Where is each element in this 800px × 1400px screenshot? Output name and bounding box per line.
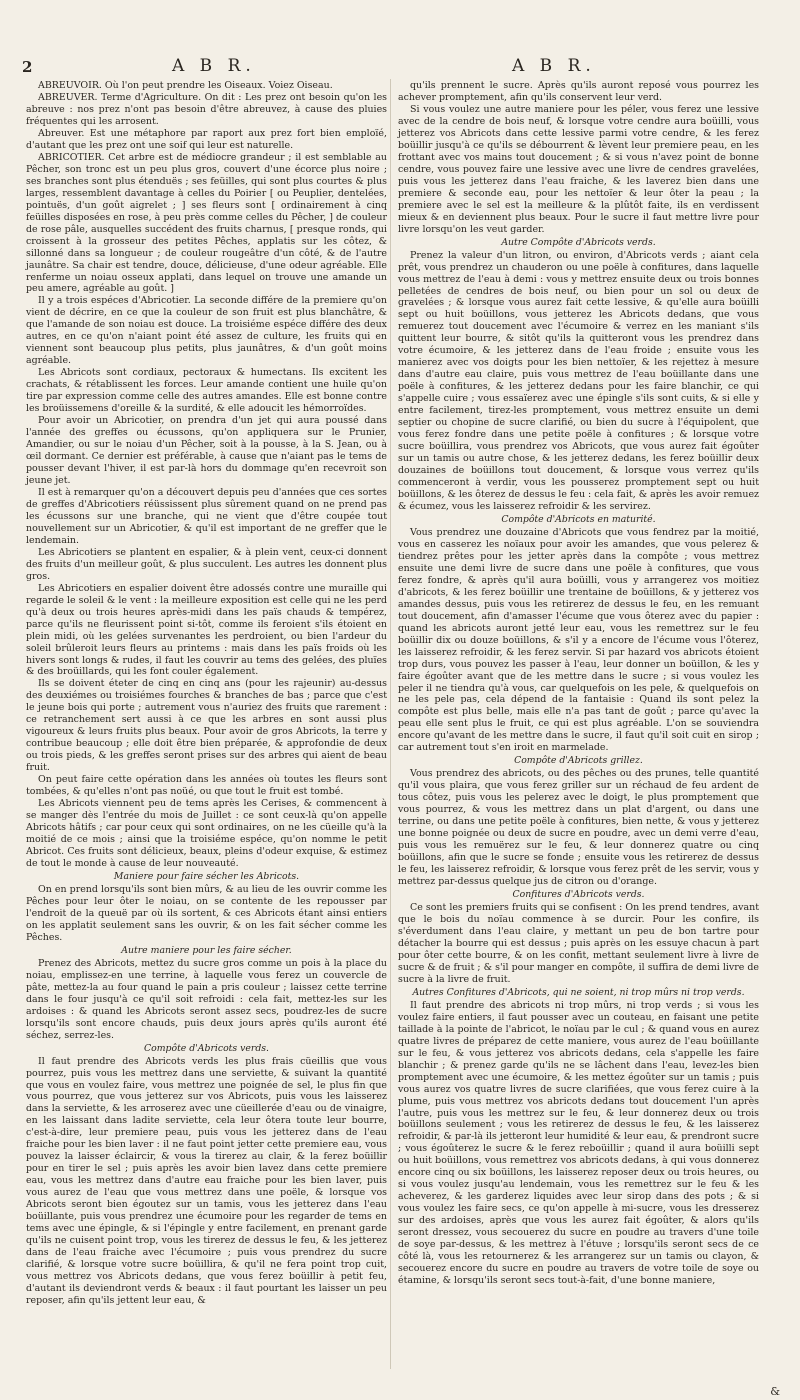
paragraph: ABREUVER. Terme d'Agriculture. On dit : Les prez ont besoin qu'on les abreuve : nos prez n'ont pas besoin d'être abreuvez, à cause des pluies fréquentes qui les arrosent. <box>26 91 387 127</box>
paragraph: Il faut prendre des Abricots verds les plus frais cüeillis que vous pourrez, puis vous les mettrez dans une serviette, & suivant la quantité que vous en voulez faire, vous mettrez une poignée de sel, le plus fin que vous pourrez, que vous jetterez sur vos Abricots, puis vous les laisserez dans la serviette, & les arroserez avec une cüeillerée d'eau ou de vinaigre, en les laissant dans ladite serviette, cela leur ôtera toute leur bourre, c'est-à-dire, leur premiere peau, puis vous les jetterez dans de l'eau fraiche pour les bien laver : il ne faut point jetter cette premiere eau, vous pouvez la laisser éclaircir, & vous la tirerez au clair, & la ferez boüillir pour en tirer le sel ; puis après les avoir bien lavez dans cette premiere eau, vous les mettrez dans d'autre eau fraiche pour les bien laver, puis vous aurez de l'eau que vous mettrez dans une poële, & lorsque vos Abricots seront bien égoutez sur un tamis, vous les jetterez dans l'eau boüillante, puis vous prendrez une écumoire pour les regarder de tems en tems avec une épingle, & si l'épingle y entre facilement, en prenant garde qu'ils ne cuisent point trop, vous les tirerez de dessus le feu, & les jetterez dans de l'eau fraiche avec l'écumoire ; puis vous prendrez du sucre clarifié, & lorsque votre sucre boüillira, & qu'il ne fera point trop cuit, vous mettrez vos Abricots dedans, que vous ferez boüillir à petit feu, d'autant ils deviendront verds & beaux : il faut pourtant les laisser un peu reposer, afin qu'ils jettent leur eau, & <box>26 1055 387 1306</box>
paragraph: Il est à remarquer qu'on a découvert depuis peu d'années que ces sortes de greffes d'Abricotiers réüssissent plus sûrement quand on ne prend pas les écussons sur une branche, qui ne vient que d'être coupée tout nouvellement sur un Abricotier, & qu'il est important de ne greffer que le lendemain. <box>26 486 387 546</box>
paragraph: Vous prendrez une douzaine d'Abricots que vous fendrez par la moitié, vous en casserez les noïaux pour avoir les amandes, que vous pelerez & tiendrez prêtes pour les jetter après dans la compôte ; vous mettrez ensuite une demi livre de sucre dans une poële à confitures, que vous ferez fondre, & après qu'il aura boüilli, vous y arrangerez vos moitiez d'abricots, & les ferez boüillir une trentaine de boüillons, & y jetterez vos amandes dessus, puis vous les retirerez de dessus le feu, en les remuant tout doucement, afin d'amasser l'écume que vous ôterez avec du papier : quand les abricots auront jetté leur eau, vous les remettrez sur le feu boüillir dix ou douze boüillons, & s'il y a encore de l'écume vous l'ôterez, les laisserez refroidir, & les ferez servir. Si par hazard vos abricots étoient trop durs, vous pouvez les passer à l'eau, leur donner un boüillon, & les y faire égoûter avant que de les mettre dans le sucre ; si vous voulez les peler il ne tiendra qu'à vous, car quelquefois on les pele, & quelquefois on ne les pele pas, cela dépend de la fantaisie : Quand ils sont pelez la compôte est plus belle, mais elle n'a pas tant de goût ; parce qu'avec la peau elle sent plus le fruit, ce qui est plus agréable. L'on se souviendra encore qu'avant de les mettre dans le sucre, il faut qu'il soit cuit en sirop ; car autrement tout s'en iroit en marmelade. <box>398 526 759 754</box>
paragraph: Abreuver. Est une métaphore par raport aux prez fort bien emploïé, d'autant que les prez ont une soif qui leur est naturelle. <box>26 127 387 151</box>
paragraph: Si vous voulez une autre maniere pour les péler, vous ferez une lessive avec de la cendre de bois neuf, & lorsque votre cendre aura boüilli, vous jetterez vos Abricots dans cette lessive parmi votre cendre, & les ferez boüillir jusqu'à ce qu'ils se débourrent & lèvent leur premiere peau, en les frottant avec vos mains tout doucement ; & si vous n'avez point de bonne cendre, vous pouvez faire une lessive avec une livre de cendres gravelées, puis vous les jetterez dans l'eau fraiche, & les laverez bien dans une premiere & seconde eau, pour les nettoïer & leur ôter la peau ; la premiere avec le sel est la meilleure & la plûtôt faite, ils en verdissent mieux & en deviennent plus beaux. Pour le sucre il faut mettre livre pour livre lorsqu'on les veut garder. <box>398 103 759 235</box>
catchword: & <box>770 1385 780 1398</box>
paragraph: Pour avoir un Abricotier, on prendra d'un jet qui aura poussé dans l'année des greffes ou écussons, qu'on appliquera sur le Prunier, Amandier, ou sur le noiau d'un Pêcher, soit à la pousse, à la S. Jean, ou à œil dormant. Ce dernier est préférable, à cause que n'aiant pas le tems de pousser devant l'hiver, il est par-là hors du dommage qu'en recevroit son jeune jet. <box>26 415 387 486</box>
section-heading: Compôte d'Abricots en maturité. <box>501 513 656 525</box>
paragraph: Il y a trois espéces d'Abricotier. La seconde différe de la premiere qu'on vient de décrire, en ce que la couleur de son fruit est plus blanchâtre, & que l'amande de son noiau est douce. La troisiéme espéce différe des deux autres, en ce qu'on n'aiant point été assez de culture, les fruits qui en viennent sont beaucoup plus petits, plus jaunâtres, & d'un goût moins agréable. <box>26 295 387 367</box>
paragraph: ABREUVOIR. Où l'on peut prendre les Oiseaux. Voiez Oiseau. <box>38 80 333 91</box>
paragraph: Les Abricots viennent peu de tems après les Cerises, & commencent à se manger dès l'entrée du mois de Juillet : ce sont ceux-là qu'on appelle Abricots hâtifs ; car pour ceux qui sont ordinaires, on ne les cüeille qu'à la moitié de ce mois ; ainsi que la troisiéme espéce, qu'on nomme le petit Abricot. Ces fruits sont délicieux, beaux, pleins d'odeur exquise, & estimez de tout le monde à cause de leur nouveauté. <box>26 798 387 869</box>
paragraph: Prenez la valeur d'un litron, ou environ, d'Abricots verds ; aiant cela prêt, vous prendrez un chauderon ou une poële à confitures, dans laquelle vous mettrez de l'eau à demi : vous y mettrez ensuite deux ou trois bonnes pelletées de cendres de bois neuf, ou bien pour un sol ou deux de gravelées ; & lorsque vous aurez fait cette lessive, & qu'elle aura boüilli sept ou huit boüillons, vous jetterez les Abricots dedans, que vous remuerez tout doucement avec l'écumoire & verrez en les maniant s'ils quittent leur bourre, & sitôt qu'ils la quitteront vous les prendrez dans votre écumoire, & les jetterez dans de l'eau froide ; ensuite vous les manierez avec vos doigts pour les bien nettoïer, & les rejettez à mesure dans d'autre eau claire, puis vous mettrez de l'eau boüillante dans une poële à confitures, & les jetterez dedans pour les faire blanchir, ce qui s'appelle cuire ; vous essaïerez avec une épingle s'ils sont cuits, & si elle y entre facilement, tirez-les promptement, vous mettrez ensuite un demi septier ou chopine de sucre clarifié, ou bien du sucre à l'équipolent, que vous ferez fondre dans une petite poële à confitures ; & lorsque votre sucre boüillira, vous prendrez vos Abricots, que vous aurez fait égoûter sur un tamis ou autre chose, & les jetterez dedans, les ferez boüillir deux douzaines de boüillons tout doucement, & lorsque vous verrez qu'ils commenceront à verdir, vous les pousserez promptement sept ou huit boüillons, & les ôterez de dessus le feu : cela fait, & après les avoir remuez & écumez, vous les laisserez refroidir & les servirez. <box>398 249 759 512</box>
left-column <box>26 80 387 1307</box>
paragraph: Il faut prendre des abricots ni trop mûrs, ni trop verds ; si vous les voulez faire entiers, il faut pousser avec un couteau, en faisant une petite taillade à la pointe de l'abricot, le noïau par le cul ; & quand vous en aurez quatre livres de préparez de cette maniere, vous aurez de l'eau boüillante sur le feu, & vous jetterez vos abricots dedans, cela s'appelle les faire blanchir ; & prenez garde qu'ils ne se lâchent dans l'eau, levez-les bien promptement avec une écumoire, & les mettez égoûter sur un tamis ; puis vous aurez vos quatre livres de sucre clarifiées, que vous ferez cuire à la plume, puis vous mettrez vos abricots dedans tout doucement l'un après l'autre, puis vous les mettrez sur le feu, & leur donnerez deux ou trois boüillons seulement ; vous les retirerez de dessus le feu, & les laisserez refroidir, & par-là ils jetteront leur humidité & leur eau, & prendront sucre ; vous égoûterez le sucre & le ferez reboüillir ; quand il aura boüilli sept ou huit boüillons, vous remettrez vos abricots dedans, à qui vous donnerez encore cinq ou six boüillons, les laisserez reposer deux ou trois heures, ou si vous voulez jusqu'au lendemain, vous les remettrez sur le feu & les acheverez, & les garderez liquides avec leur sirop dans des pots ; & si vous voulez les faire secs, ce qu'on appelle à mi-sucre, vous les dresserez sur des ardoises, après que vous les aurez fait égoûter, & alors qu'ils seront dressez, vous secouerez du sucre en poudre au travers d'une toile de soye par-dessus, & les mettrez à l'étuve ; lorsqu'ils seront secs de ce côté là, vous les retournerez & les arrangerez sur un tamis ou clayon, & secouerez encore du sucre en poudre au travers de votre toile de soye ou étamine, & lorsqu'ils seront secs tout-à-fait, d'une bonne maniere, <box>398 999 759 1287</box>
section-heading: Confitures d'Abricots verds. <box>512 889 645 900</box>
section-heading: Maniere pour faire sécher les Abricots. <box>113 870 300 882</box>
paragraph: On peut faire cette opération dans les années où toutes les fleurs sont tombées, & qu'elles n'ont pas noüé, ou que tout le fruit est tombé. <box>26 774 387 798</box>
section-heading: Autre Compôte d'Abricots verds. <box>501 236 656 248</box>
column-divider <box>390 79 391 1369</box>
section-heading: Autre maniere pour les faire sécher. <box>121 944 292 956</box>
section-heading: Compôte d'Abricots verds. <box>144 1042 269 1054</box>
paragraph: Ce sont les premiers fruits qui se confisent : On les prend tendres, avant que le bois du noïau commence à se durcir. Pour les confire, ils s'éverdument dans l'eau claire, y mettant un peu de bon tartre pour détacher la bourre qui est dessus ; puis après on les essuye chacun à part pour ôter cette bourre, & on les confit, mettant seulement livre à livre de sucre & de fruit ; & s'il pour manger en compôte, il suffira de demi livre de sucre à la livre de fruit. <box>398 902 759 985</box>
section-heading: Autres Confitures d'Abricots, qui ne soient, ni trop mûrs ni trop verds. <box>412 986 745 998</box>
paragraph: ABRICOTIER. Cet arbre est de médiocre grandeur ; il est semblable au Pêcher, son tronc est un peu plus gros, couvert d'une écorce plus noire ; ses branches sont plus étenduës ; ses feüilles, qui sont plus courtes & plus larges, ressemblent davantage à celles du Poirier [ ou Peuplier, dentelées, pointuës, d'un goût aigrelet ; ] ses fleurs sont [ ordinairement à cinq feüilles disposées en rose, à peu près comme celles du Pêcher, ] de couleur de rose pâle, ausquelles succédent des fruits charnus, [ presque ronds, qui croissent à la grosseur des petites Pêches, applatis sur les côtez, & sillonné dans sa longueur ; de couleur rougeâtre d'un côté, & de l'autre jaunâtre. Sa chair est tendre, douce, délicieuse, d'une odeur agréable. Elle renferme un noiau osseux applati, dans lequel on trouve une amande un peu amere, agréable au goût. ] <box>26 151 387 295</box>
page-number: 2 <box>22 58 33 76</box>
paragraph: Vous prendrez des abricots, ou des pêches ou des prunes, telle quantité qu'il vous plaira, que vous ferez griller sur un réchaud de feu ardent de tous côtez, puis vous les pelerez avec le doigt, le plus promptement que vous pourrez, & vous les mettrez dans un plat d'argent, ou dans une terrine, ou dans une petite poële à confitures, bien nette, & vous y jetterez une bonne poignée ou deux de sucre en poudre, avec un demi verre d'eau, puis vous les remuërez sur le feu, & leur donnerez quatre ou cinq boüillons, afin que le sucre se fonde ; ensuite vous les retirerez de dessus le feu, les laisserez refroidir, & lorsque vous ferez prêt de les servir, vous y mettrez par-dessus quelque jus de citron ou d'orange. <box>398 768 759 888</box>
running-head-left: A B R. <box>172 56 256 76</box>
paragraph: Ils se doivent éteter de cinq en cinq ans (pour les rajeunir) au-dessus des deuxiémes ou troisiémes fourches & branches de bas ; parce que c'est le jeune bois qui porte ; autrement vous n'auriez des fruits que rarement : ce retranchement sert aussi à ce que les arbres en sont aussi plus vigoureux & leurs fruits plus beaux. Pour avoir de gros Abricots, la terre y contribue beaucoup ; elle doit être bien préparée, & approfondie de deux ou trois pieds, & les greffes seront prises sur des arbres qui aient de beau fruit. <box>26 678 387 774</box>
paragraph: qu'ils prennent le sucre. Après qu'ils auront reposé vous pourrez les achever promptement, afin qu'ils conservent leur verd. <box>398 80 759 103</box>
running-head-right: A B R. <box>512 56 596 76</box>
paragraph: On en prend lorsqu'ils sont bien mûrs, & au lieu de les ouvrir comme les Pêches pour leur ôter le noiau, on se contente de les repousser par l'endroit de la queuë par où ils sortent, & ces Abricots étant ainsi entiers on les applatit seulement sans les ouvrir, & on les fait sécher comme les Pêches. <box>26 883 387 943</box>
paragraph: Prenez des Abricots, mettez du sucre gros comme un pois à la place du noiau, emplissez-en une terrine, à laquelle vous ferez un couvercle de pâte, mettez-la au four quand le pain a pris couleur ; laissez cette terrine dans le four jusqu'à ce qu'il soit refroidi : cela fait, mettez-les sur les ardoises : & quand les Abricots seront assez secs, poudrez-les de sucre lorsqu'ils sont encore chauds, puis deux jours après qu'ils auront été séchez, serrez-les. <box>26 957 387 1041</box>
section-heading: Compôte d'Abricots grillez. <box>514 755 643 767</box>
paragraph: Les Abricotiers se plantent en espalier, & à plein vent, ceux-ci donnent des fruits d'un meilleur goût, & plus succulent. Les autres les donnent plus gros. <box>26 546 387 582</box>
paragraph: Les Abricots sont cordiaux, pectoraux & humectans. Ils excitent les crachats, & rétablissent les forces. Leur amande contient une huile qu'on tire par expression comme celle des autres amandes. Elle est bonne contre les broüissemens d'oreille & la surdité, & elle adoucit les hémorroïdes. <box>26 367 387 415</box>
right-column <box>398 80 759 1287</box>
paragraph: Les Abricotiers en espalier doivent être adossés contre une muraille qui regarde le soleil & le vent : la meilleure exposition est celle qui ne les perd qu'à deux ou trois heures après-midi dans les païs chauds & tempérez, parce qu'ils ne fleurissent point si-tôt, comme ils feroient s'ils étoient en plein midi, où les gelées survenantes les perdroient, ou bien l'ardeur du soleil brûleroit leurs fleurs au printems : mais dans les païs froids où les hivers sont longs & rudes, il faut les couvrir au tems des gelées, des pluïes & des broüillards, qui les font couler également. <box>26 582 387 678</box>
